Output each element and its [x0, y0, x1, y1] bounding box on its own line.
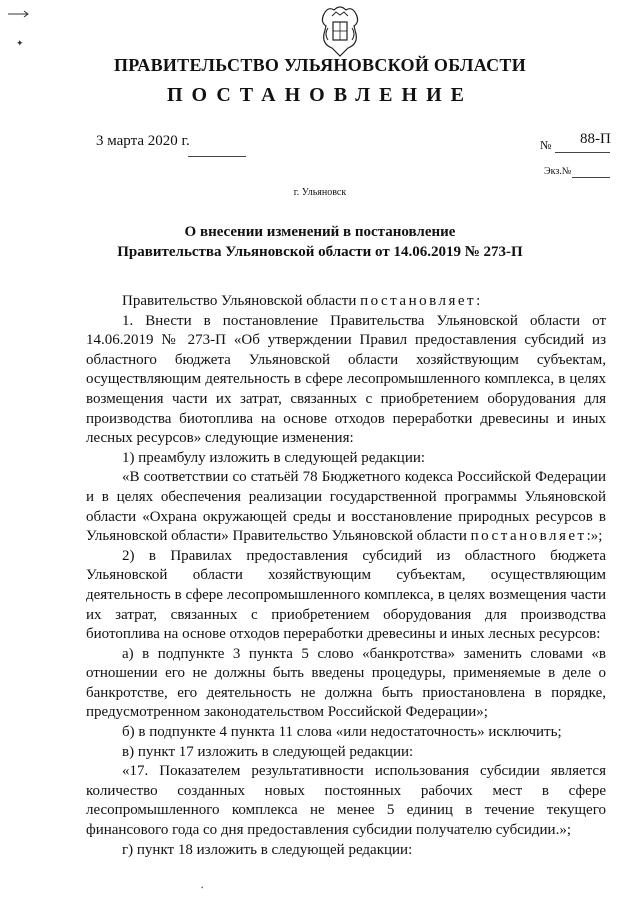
city-name: г. Ульяновск	[293, 187, 347, 198]
number-underline	[555, 152, 610, 153]
document-date: 3 марта 2020 г.	[96, 133, 190, 149]
scan-speck-footer: •	[201, 884, 204, 892]
date-underline	[188, 156, 246, 157]
government-title: ПРАВИТЕЛЬСТВО УЛЬЯНОВСКОЙ ОБЛАСТИ	[113, 55, 527, 75]
paragraph-7: в) пункт 17 изложить в следующей редакции:	[122, 743, 414, 760]
document-body	[86, 292, 606, 860]
scan-speck: ✦	[16, 38, 24, 48]
paragraph-9: г) пункт 18 изложить в следующей редакции:	[122, 841, 413, 858]
coat-of-arms-emblem	[318, 4, 362, 58]
scan-arrow-mark	[8, 10, 30, 18]
paragraph-3-decree-word: постановляет	[470, 528, 587, 545]
preamble-text: Правительство Ульяновской области	[122, 293, 357, 309]
paragraph-3	[86, 468, 606, 546]
preamble-colon: :	[476, 293, 481, 309]
preamble-paragraph	[86, 292, 606, 312]
number-sign: №	[540, 138, 552, 152]
document-type: ПОСТАНОВЛЕНИЕ	[167, 84, 473, 106]
document-number: 88-П	[580, 131, 611, 147]
paragraph-8: «17. Показателем результативности использования субсидии является количество созданных новых постоянных рабочих мест в сфере лесопромышленного комплекса не менее 5 единиц в течение текущего финансового года со дня предоставления субсидии получателю субсидии.»;	[86, 763, 606, 839]
document-subject	[60, 222, 580, 262]
paragraph-5: а) в подпункте 3 пункта 5 слово «банкротства» заменить словами «в отношении его не должны быть введены процедуры, применяемые в деле о банкротстве, его деятельность не должна быть приостановлена в порядке, предусмотренном законодательством Российской Федерации»;	[86, 645, 606, 721]
paragraph-1: 1. Внести в постановление Правительства Ульяновской области от 14.06.2019 № 273-П «Об утверждении Правил предоставления субсидий из областного бюджета Ульяновской области хозяйствующим субъектам, осуществляющим деятельность в сфере лесопромышленного комплекса, в целях возмещения части их затрат, связанных с приобретением оборудования для производства биотоплива на основе отходов переработки древесины и иных лесных ресурсов» следующие изменения:	[86, 312, 606, 447]
copy-number-label: Экз.№	[544, 166, 572, 177]
subject-line-1: О внесении изменений в постановление	[184, 224, 456, 240]
paragraph-2: 1) преамбулу изложить в следующей редакции:	[122, 449, 426, 466]
paragraph-3-text: «В соответствии со статьёй 78 Бюджетного кодекса Российской Федерации и в целях обеспечения реализации государственной программы Ульяновской области «Охрана окружающей среды и восстановление природных ресурсов в Ульяновской области» Правительство Ульяновской области	[86, 469, 606, 545]
copy-number-underline	[572, 177, 610, 178]
preamble-decree-word: постановляет	[360, 293, 477, 309]
subject-line-2: Правительства Ульяновской области от 14.06.2019 № 273-П	[117, 244, 523, 260]
paragraph-6: б) в подпункте 4 пункта 11 слова «или недостаточность» исключить;	[122, 724, 562, 741]
paragraph-4: 2) в Правилах предоставления субсидий из областного бюджета Ульяновской области хозяйствующим субъектам, осуществляющим деятельность в сфере лесопромышленного комплекса, в целях возмещения части их затрат, связанных с приобретением оборудования для производства биотоплива на основе отходов переработки древесины и иных лесных ресурсов:	[86, 547, 606, 643]
paragraph-3-end: :»;	[586, 528, 603, 545]
